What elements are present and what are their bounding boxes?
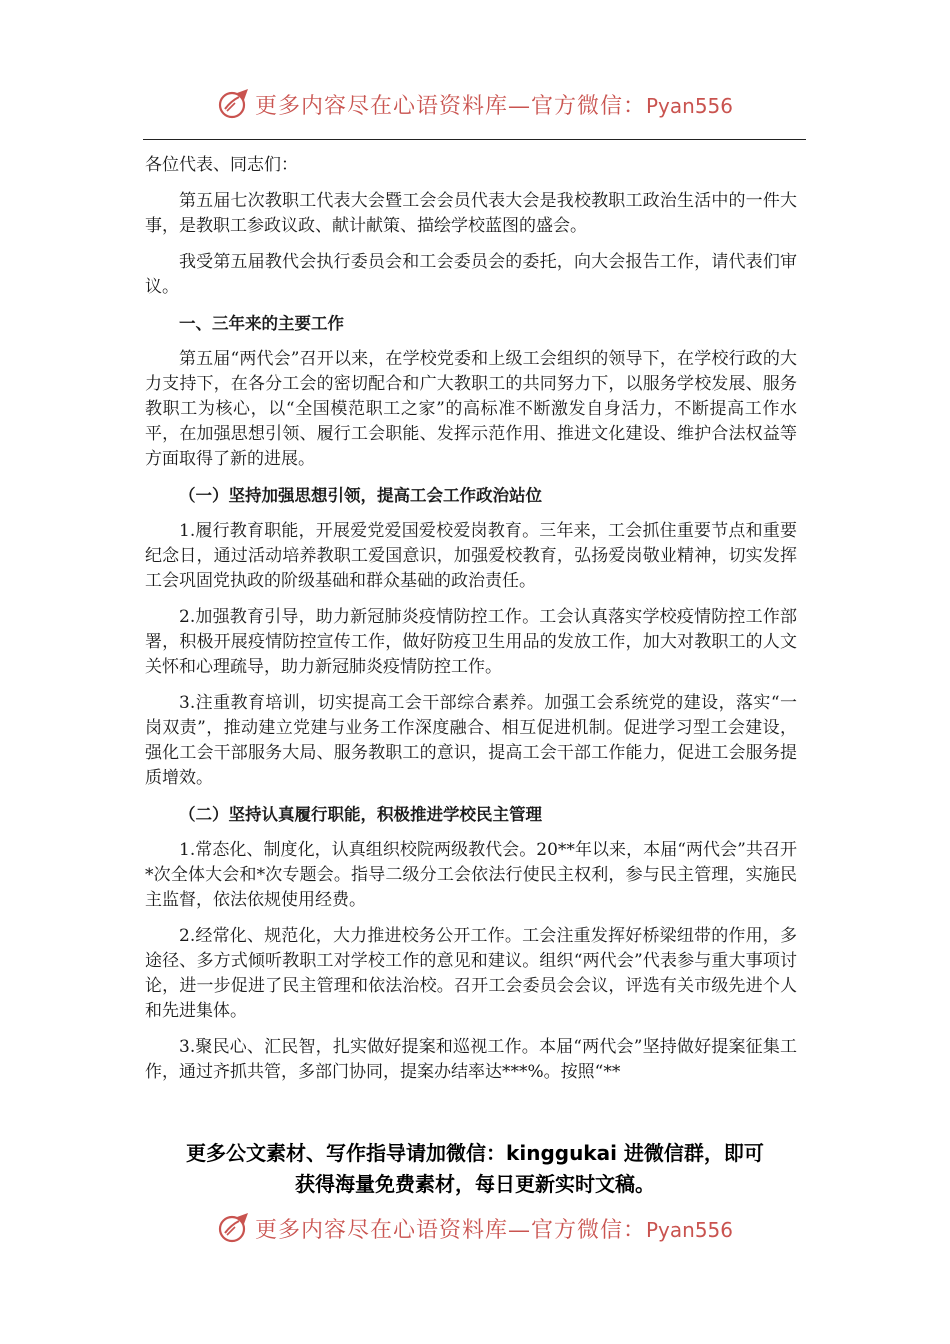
footer-banner-text: 更多内容尽在心语资料库—官方微信：Pyan556	[254, 1217, 734, 1243]
subsection-1-title: （一）坚持加强思想引领，提高工会工作政治站位	[179, 486, 542, 505]
promo-line-2: 获得海量免费素材，每日更新实时文稿。	[295, 1172, 655, 1196]
subsection-2-item-1: 1.常态化、制度化，认真组织校院两级教代会。20**年以来，本届“两代会”共召开*次全体大会和*次专题会。指导二级分工会依法行使民主权利，参与民主管理，实施民主监督，依法依规使用经费。	[145, 840, 797, 910]
subsection-1-item-3: 3.注重教育培训，切实提高工会干部综合素养。加强工会系统党的建设，落实“一岗双责”，推动建立党建与业务工作深度融合、相互促进机制。促进学习型工会建设，强化工会干部服务大局、服务教职工的意识，提高工会干部工作能力，促进工会服务提质增效。	[145, 693, 797, 788]
footer-banner	[0, 1208, 950, 1248]
header-divider	[143, 139, 806, 140]
pen-logo-icon	[217, 87, 251, 121]
subsection-2-item-3: 3.聚民心、汇民智，扎实做好提案和巡视工作。本届“两代会”坚持做好提案征集工作，通过齐抓共管，多部门协同，提案办结率达***%。按照“**	[145, 1037, 797, 1082]
promo-line-1: 更多公文素材、写作指导请加微信：kinggukai 进微信群，即可	[186, 1141, 764, 1165]
footer-logo	[217, 1211, 733, 1245]
promo-notice	[0, 1138, 950, 1200]
subsection-2-title: （二）坚持认真履行职能，积极推进学校民主管理	[179, 805, 542, 824]
pen-logo-icon	[217, 1211, 251, 1245]
paragraph-intro-2: 我受第五届教代会执行委员会和工会委员会的委托，向大会报告工作，请代表们审议。	[145, 252, 797, 297]
document-body	[145, 153, 797, 1096]
greeting: 各位代表、同志们：	[145, 155, 298, 175]
subsection-1-item-1: 1.履行教育职能，开展爱党爱国爱校爱岗教育。三年来，工会抓住重要节点和重要纪念日，通过活动培养教职工爱国意识，加强爱校教育，弘扬爱岗敬业精神，切实发挥工会巩固党执政的阶级基础和群众基础的政治责任。	[145, 521, 797, 591]
header-banner	[0, 84, 950, 124]
subsection-1-item-2: 2.加强教育引导，助力新冠肺炎疫情防控工作。工会认真落实学校疫情防控工作部署，积极开展疫情防控宣传工作，做好防疫卫生用品的发放工作，加大对教职工的人文关怀和心理疏导，助力新冠肺炎疫情防控工作。	[145, 607, 797, 677]
header-banner-text: 更多内容尽在心语资料库—官方微信：Pyan556	[254, 93, 734, 119]
header-logo	[217, 87, 733, 121]
paragraph-section-1: 第五届“两代会”召开以来，在学校党委和上级工会组织的领导下，在学校行政的大力支持下，在各分工会的密切配合和广大教职工的共同努力下，以服务学校发展、服务教职工为核心，以“全国模范职工之家”的高标准不断激发自身活力，不断提高工作水平，在加强思想引领、履行工会职能、发挥示范作用、推进文化建设、维护合法权益等方面取得了新的进展。	[145, 349, 797, 469]
paragraph-intro-1: 第五届七次教职工代表大会暨工会会员代表大会是我校教职工政治生活中的一件大事，是教职工参政议政、献计献策、描绘学校蓝图的盛会。	[145, 191, 797, 236]
section-1-title: 一、三年来的主要工作	[179, 314, 344, 333]
subsection-2-item-2: 2.经常化、规范化，大力推进校务公开工作。工会注重发挥好桥梁纽带的作用，多途径、多方式倾听教职工对学校工作的意见和建议。组织“两代会”代表参与重大事项讨论，进一步促进了民主管理和依法治校。召开工会委员会会议，评选有关市级先进个人和先进集体。	[145, 926, 797, 1021]
